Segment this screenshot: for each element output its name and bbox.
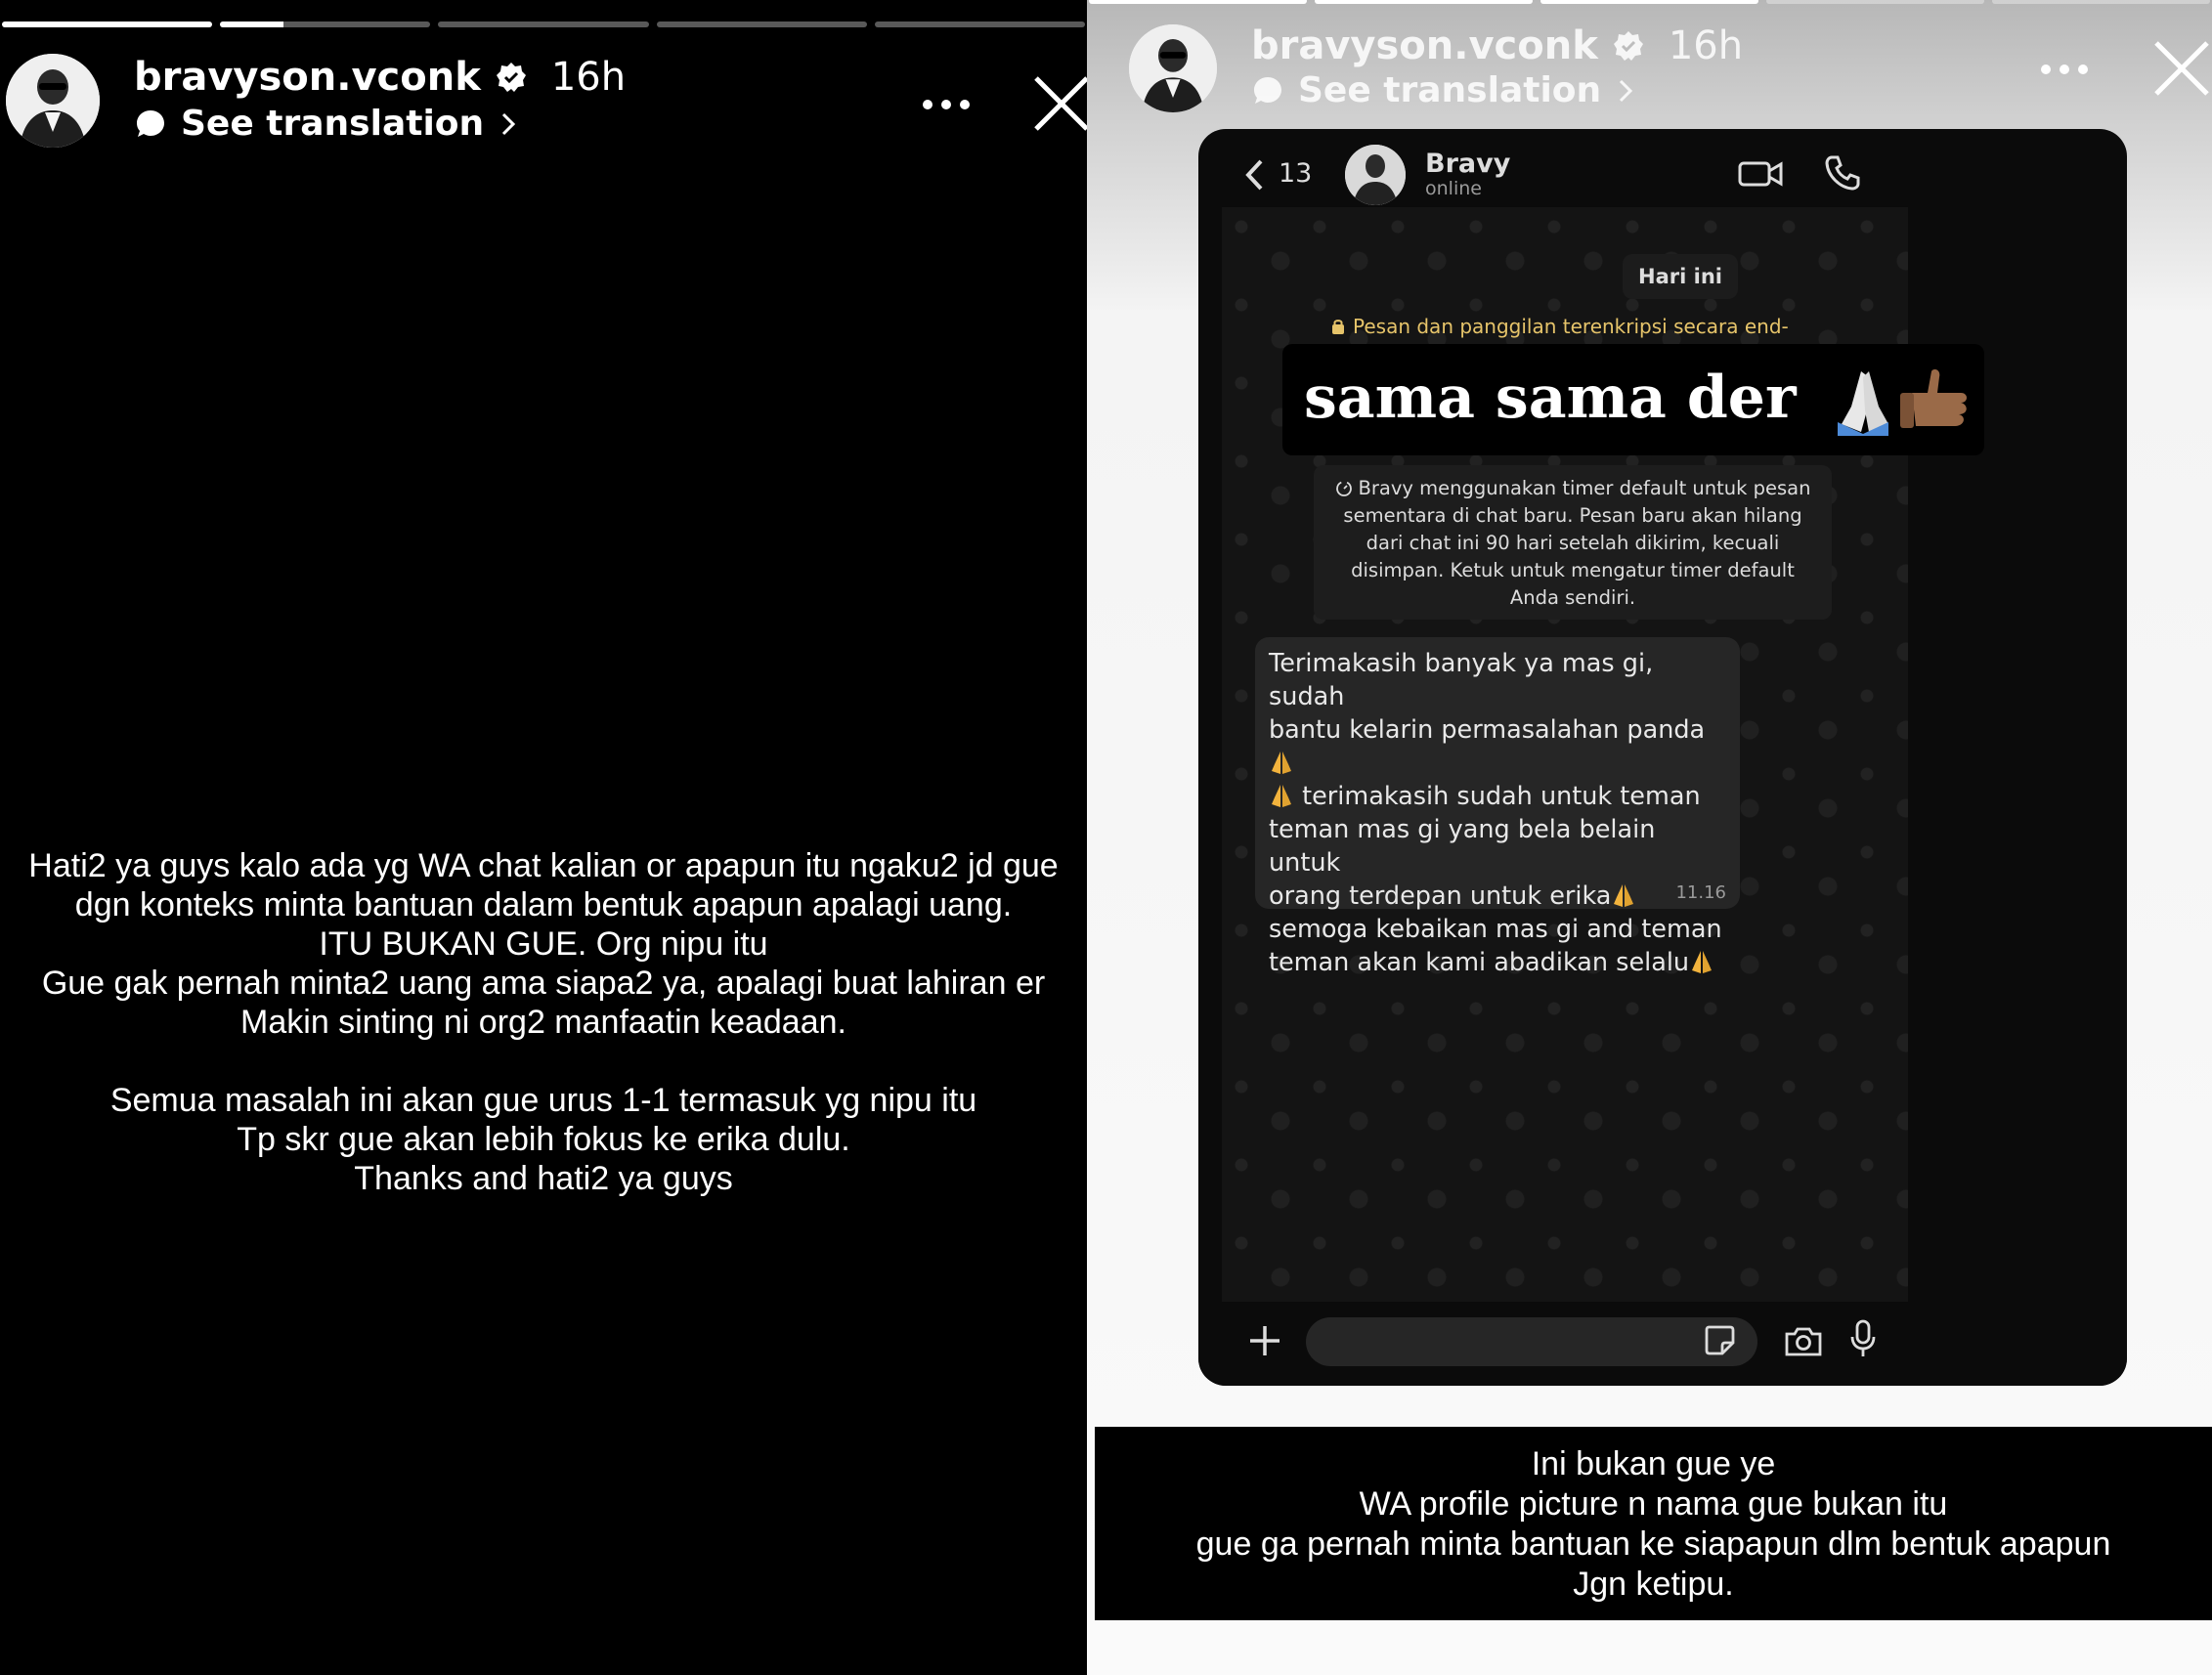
speech-bubble-icon bbox=[134, 107, 167, 141]
speech-bubble-icon bbox=[1251, 74, 1284, 107]
progress-segment-3 bbox=[438, 21, 648, 27]
message-text bbox=[1269, 647, 1726, 979]
progress-segment-4 bbox=[1766, 0, 1984, 4]
avatar[interactable] bbox=[1129, 24, 1217, 112]
disappearing-messages-note bbox=[1314, 465, 1832, 620]
contact-photo-icon bbox=[1345, 145, 1406, 205]
progress-segment-1 bbox=[2, 21, 212, 27]
progress-segment-5 bbox=[1992, 0, 2210, 4]
avatar-photo-icon bbox=[1129, 24, 1217, 112]
timer-icon bbox=[1335, 480, 1353, 497]
message-line-text: orang terdepan untuk erika bbox=[1269, 881, 1612, 911]
phone-call-icon bbox=[1824, 154, 1861, 192]
progress-segment-3 bbox=[1540, 0, 1758, 4]
see-translation-button[interactable] bbox=[1251, 70, 1636, 110]
story-text-line: Hati2 ya guys kalo ada yg WA chat kalian or apapun itu ngaku2 jd gue bbox=[28, 847, 1059, 884]
praying-hands-icon bbox=[1689, 949, 1714, 974]
message-line bbox=[1269, 780, 1726, 813]
message-line bbox=[1269, 946, 1726, 979]
lock-icon bbox=[1331, 318, 1345, 335]
message-input bbox=[1306, 1317, 1757, 1366]
chevron-right-icon bbox=[1615, 76, 1636, 106]
plus-icon bbox=[1247, 1323, 1282, 1358]
story-header bbox=[1087, 20, 2212, 137]
message-line: teman mas gi yang bela belain untuk bbox=[1269, 815, 1656, 878]
username[interactable] bbox=[1251, 23, 1743, 68]
story-header bbox=[0, 49, 1087, 166]
story-panel-right[interactable] bbox=[1087, 0, 2212, 1675]
back-arrow-icon bbox=[1243, 158, 1265, 192]
avatar[interactable] bbox=[6, 54, 100, 148]
story-text-line: Thanks and hati2 ya guys bbox=[354, 1160, 733, 1197]
microphone-icon bbox=[1849, 1319, 1877, 1358]
progress-segment-5 bbox=[875, 21, 1085, 27]
progress-segment-2 bbox=[1315, 0, 1533, 4]
username[interactable] bbox=[134, 55, 626, 100]
avatar-photo-icon bbox=[6, 54, 100, 148]
video-call-icon bbox=[1738, 158, 1783, 190]
praying-hands-icon bbox=[1611, 882, 1636, 908]
story-text-line: Makin sinting ni org2 manfaatin keadaan. bbox=[240, 1004, 846, 1041]
contact-name: Bravy bbox=[1425, 149, 1511, 179]
story-text-spacer bbox=[0, 1042, 1087, 1081]
time-ago: 16h bbox=[1668, 23, 1744, 68]
praying-hands-thumbs-up-icon bbox=[1828, 364, 1974, 440]
story-panel-left[interactable] bbox=[0, 0, 1087, 1675]
story-text-line: Semua masalah ini akan gue urus 1-1 termasuk yg nipu itu bbox=[109, 1082, 977, 1119]
story-text-line: dgn konteks minta bantuan dalam bentuk apapun apalagi uang. bbox=[74, 886, 1013, 923]
see-translation-button[interactable] bbox=[134, 104, 519, 144]
more-options-icon[interactable] bbox=[2039, 63, 2090, 76]
message-line-text: bantu kelarin permasalahan panda bbox=[1269, 715, 1706, 745]
message-line-text: terimakasih sudah untuk teman bbox=[1302, 782, 1701, 811]
message-line-text: teman akan kami abadikan selalu bbox=[1269, 948, 1690, 977]
sticker-overlay bbox=[1282, 344, 1984, 455]
chevron-right-icon bbox=[498, 109, 519, 139]
more-options-icon[interactable] bbox=[921, 98, 972, 111]
story-text-line: Tp skr gue akan lebih fokus ke erika dulu. bbox=[237, 1121, 850, 1158]
encryption-note bbox=[1331, 315, 1820, 338]
story-caption bbox=[1095, 1427, 2212, 1620]
sticker-icon bbox=[1703, 1323, 1736, 1356]
message-time: 11.16 bbox=[1675, 882, 1726, 903]
progress-segment-4 bbox=[657, 21, 867, 27]
progress-segment-2 bbox=[220, 21, 430, 27]
time-ago: 16h bbox=[550, 55, 627, 100]
sticker-text: sama sama der bbox=[1304, 364, 1797, 432]
message-line: Terimakasih banyak ya mas gi, sudah bbox=[1269, 649, 1654, 711]
timer-note-text: Bravy menggunakan timer default untuk pesan sementara di chat baru. Pesan baru akan hilang dari chat ini 90 hari setelah dikirim, kecuali disimpan. Ketuk untuk mengatur timer default Anda sendiri. bbox=[1343, 477, 1811, 609]
contact-avatar bbox=[1345, 145, 1406, 205]
story-text-line: ITU BUKAN GUE. Org nipu itu bbox=[319, 925, 768, 963]
caption-line: WA profile picture n nama gue bukan itu bbox=[1359, 1485, 1948, 1523]
progress-segment-1 bbox=[1089, 0, 1307, 4]
chat-header bbox=[1198, 129, 2127, 215]
see-translation-label: See translation bbox=[181, 104, 485, 144]
story-progress-bar bbox=[1087, 0, 2212, 4]
story-text-line: Gue gak pernah minta2 uang ama siapa2 ya, apalagi buat lahiran er bbox=[41, 965, 1046, 1002]
message-line: semoga kebaikan mas gi and teman bbox=[1269, 915, 1722, 944]
date-chip: Hari ini bbox=[1623, 254, 1738, 299]
caption-line: Ini bukan gue ye bbox=[1531, 1445, 1776, 1482]
camera-icon bbox=[1783, 1325, 1824, 1358]
username-text: bravyson.vconk bbox=[1251, 23, 1598, 68]
message-line bbox=[1269, 713, 1726, 780]
message-line bbox=[1269, 880, 1726, 913]
close-icon[interactable] bbox=[2152, 39, 2211, 98]
story-text bbox=[0, 846, 1087, 1198]
verified-badge-icon bbox=[495, 61, 528, 94]
chat-input-bar bbox=[1198, 1302, 2127, 1386]
unread-count: 13 bbox=[1279, 158, 1313, 189]
story-progress-bar bbox=[0, 21, 1087, 27]
caption-line: Jgn ketipu. bbox=[1573, 1566, 1734, 1603]
close-icon[interactable] bbox=[1032, 74, 1087, 133]
whatsapp-screenshot bbox=[1198, 129, 2127, 1386]
verified-badge-icon bbox=[1612, 29, 1645, 63]
caption-line: gue ga pernah minta bantuan ke siapapun dlm bentuk apapun bbox=[1195, 1525, 2111, 1563]
encryption-text: Pesan dan panggilan terenkripsi secara end- bbox=[1353, 315, 1789, 338]
incoming-message bbox=[1255, 637, 1740, 977]
username-text: bravyson.vconk bbox=[134, 55, 481, 100]
praying-hands-icon bbox=[1269, 750, 1294, 775]
see-translation-label: See translation bbox=[1298, 70, 1602, 110]
praying-hands-icon bbox=[1269, 783, 1294, 808]
contact-status: online bbox=[1425, 178, 1482, 199]
